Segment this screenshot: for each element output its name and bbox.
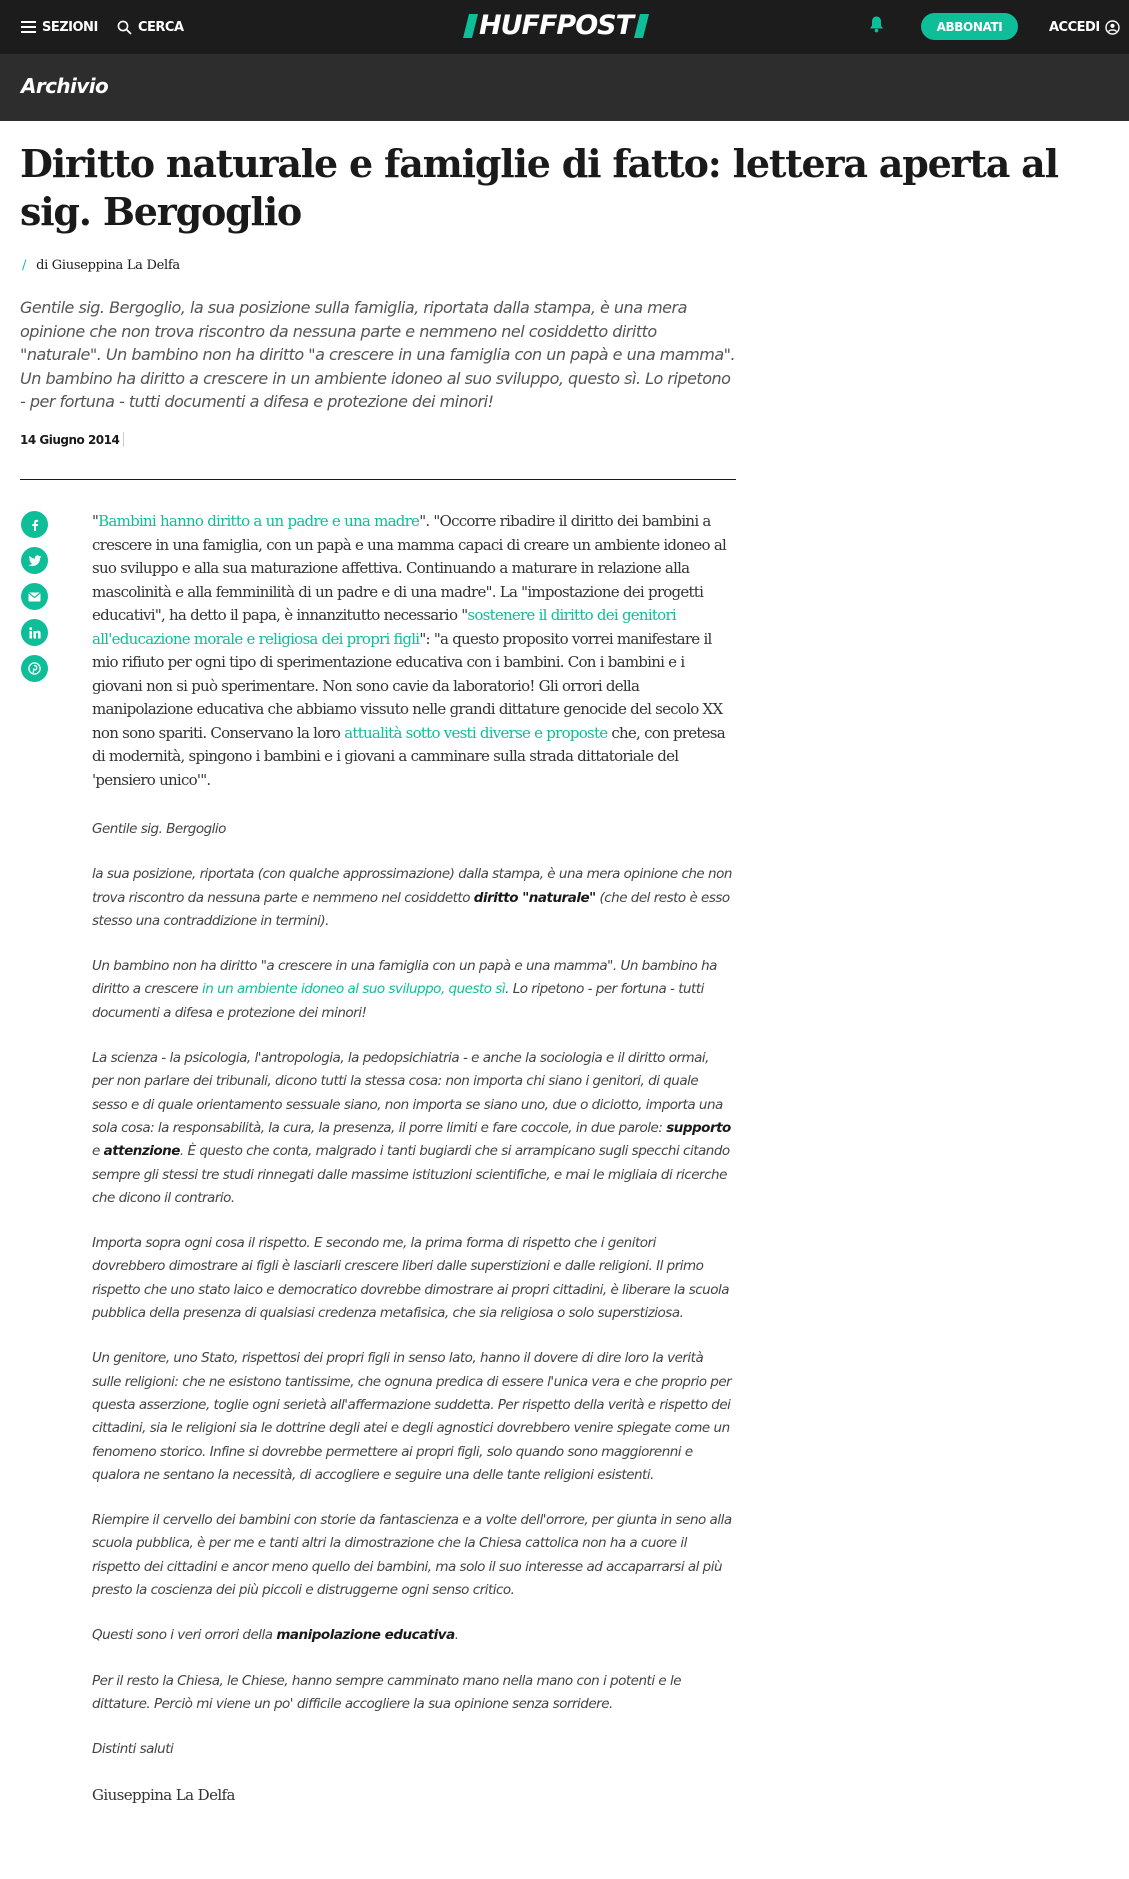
bell-icon (869, 15, 884, 33)
section-bar (0, 54, 1129, 121)
article-subtitle: Gentile sig. Bergoglio, la sua posizione sulla famiglia, riportata dalla stampa, è una mera opinione che non trova riscontro da nessuna parte e nemmeno nel cosiddetto diritto "naturale". Un bambino non ha diritto "a crescere in una famiglia con un papà e una mamma". Un bambino ha diritto a crescere in un ambiente idoneo al suo sviluppo, questo sì. Lo ripetono - per fortuna - tutti documenti a difesa e protezione dei minori! (20, 298, 736, 411)
share-email-button[interactable] (21, 583, 48, 610)
body-text: Un bambino non ha diritto "a crescere in una famiglia con un papà e una mamma". Un bambino ha diritto a crescere (92, 958, 717, 998)
body-paragraph: Un genitore, uno Stato, rispettosi dei propri figli in senso lato, hanno il dovere di dire loro la verità sulle religioni: che ne esistono tantissime, che ognuna predica di essere l'unica vera e che proprio per questa asserzione, toglie ogni serietà all'affermazione suddetta. Per rispetto della verità e rispetto dei cittadini, sia le religioni sia le dottrine degli atei e degli agnostici dovrebbero venire spiegate come un fenomeno storico. Infine si dovrebbe permettere ai propri figli, solo quando sono maggiorenni e qualora ne sentano la necessità, di accogliere e seguire una delle tante religioni esistenti. (92, 1350, 732, 1483)
share-linkedin-button[interactable] (21, 619, 48, 646)
closing: Distinti saluti (92, 1741, 174, 1758)
search-icon (117, 20, 132, 35)
section-archivio-link[interactable]: Archivio (21, 74, 109, 98)
body-paragraph (92, 1047, 732, 1210)
publish-date: 14 Giugno 2014 (20, 433, 120, 447)
sections-label: SEZIONI (42, 19, 98, 35)
logo-bar-right (634, 14, 649, 38)
quote-link-1[interactable]: Bambini hanno diritto a un padre e una madre (98, 512, 420, 530)
login-label: ACCEDI (1049, 19, 1100, 35)
body-paragraph (92, 863, 732, 933)
body-paragraph: Importa sopra ogni cosa il rispetto. E secondo me, la prima forma di rispetto che i genitori dovrebbero dimostrare ai figli è lasciarli crescere liberi dalle superstizioni e dalle religioni. Il primo rispetto che uno stato laico e democratico dovrebbe dimostrare ai propri cittadini, è liberare la scuola pubblica della presenza di qualsiasi credenza metafisica, che sia religiosa o solo superstiziosa. (92, 1235, 730, 1322)
body-paragraph (92, 1624, 732, 1647)
login-button[interactable] (1049, 0, 1120, 54)
pinterest-icon (28, 662, 41, 675)
body-text: che, con pretesa di modernità, spingono i bambini e i giovani a camminare sulla strada dittatoriale del 'pensiero unico'". (92, 723, 725, 789)
body-text: . (454, 1627, 459, 1644)
author-link[interactable]: di Giuseppina La Delfa (36, 258, 180, 273)
hamburger-icon (21, 18, 36, 36)
article-title: Diritto naturale e famiglie di fatto: lettera aperta al sig. Bergoglio (20, 141, 1058, 234)
header-divider (20, 479, 736, 480)
body-text: . È questo che conta, malgrado i tanti bugiardi che si arrampicano sugli specchi citando sempre gli stessi tre studi rinnegati dalle massime istituzioni scientifiche, e mai le migliaia di ricerche che dicono il contrario. (92, 1143, 730, 1206)
body-paragraph: Per il resto la Chiesa, le Chiese, hanno sempre camminato mano nella mano con i potenti e le dittature. Perciò mi viene un po' difficile accogliere la sua opinione senza sorridere. (92, 1672, 682, 1712)
twitter-icon (28, 555, 42, 567)
facebook-icon (29, 519, 41, 531)
date-separator (123, 432, 124, 447)
body-paragraph: Riempire il cervello dei bambini con storie da fantascienza e a volte dell'orrore, per giunta in seno alla scuola pubblica, è per me e tanti altri la dimostrazione che la Chiesa cattolica non ha a cuore il rispetto dei cittadini e ancor meno quello dei bambini, ma solo il suo interesse ad accaparrarsi al più presto la coscienza dei più piccoli e distruggerne ogni senso critico. (92, 1512, 732, 1599)
bold-text: manipolazione educativa (276, 1627, 455, 1644)
sections-menu-button[interactable] (21, 0, 98, 54)
huffpost-logo[interactable] (466, 10, 646, 41)
user-icon (1105, 20, 1120, 35)
body-text: . Lo ripetono - per fortuna - tutti documenti a difesa e protezione dei minori! (92, 981, 704, 1021)
body-text: Questi sono i veri orrori della (92, 1627, 277, 1644)
body-text: ": "a questo proposito vorrei manifestare il mio rifiuto per ogni tipo di sperimentazione educativa con i bambini. Con i bambini e i giovani non si può sperimentare. Non sono cavie da laboratorio! Gli orrori della manipolazione educativa che abbiamo vissuto nelle grandi dittature genocide del secolo XX non sono spariti. Conservano la loro (92, 629, 723, 742)
notifications-bell-button[interactable] (869, 15, 884, 38)
body-paragraph-quote (92, 510, 732, 792)
byline (22, 258, 180, 273)
share-facebook-button[interactable] (21, 511, 48, 538)
article-body (92, 510, 732, 1807)
linkedin-icon (29, 627, 41, 639)
body-text: " (92, 512, 99, 530)
quote-link-3[interactable]: attualità sotto vesti diverse e proposte (344, 723, 608, 742)
top-nav-bar (0, 0, 1129, 54)
email-icon (28, 592, 41, 602)
bold-text: diritto "naturale" (473, 889, 596, 906)
signature: Giuseppina La Delfa (92, 1785, 235, 1804)
inline-link[interactable]: in un ambiente idoneo al suo sviluppo, questo sì (202, 981, 506, 998)
greeting: Gentile sig. Bergoglio (92, 821, 226, 837)
subscribe-button[interactable]: ABBONATI (921, 13, 1018, 40)
body-text: e (92, 1143, 104, 1160)
body-text: la sua posizione, riportata (con qualche approssimazione) dalla stampa, è una mera opinione che non trova riscontro da nessuna parte e nemmeno nel cosiddetto (92, 866, 732, 906)
bold-text: supporto (666, 1119, 731, 1136)
body-text: (che del resto è esso stesso una contraddizione in termini). (92, 889, 730, 929)
share-pinterest-button[interactable] (21, 655, 48, 682)
byline-slash: / (22, 258, 27, 273)
logo-bar-left (463, 14, 478, 38)
body-text: La scienza - la psicologia, l'antropologia, la pedopsichiatria - e anche la sociologia e il diritto ormai, per non parlare dei tribunali, dicono tutti la stessa cosa: non importa chi siano i genitori, di quale sesso e di quale orientamento sessuale siano, non importa se siano uno, due o diciotto, importa una sola cosa: la responsabilità, la cura, la presenza, il porre limiti e fare coccole, in due parole: (92, 1050, 723, 1136)
body-text: ". "Occorre ribadire il diritto dei bambini a crescere in una famiglia, con un papà e una mamma capaci di creare un ambiente idoneo al suo sviluppo e alla sua maturazione affettiva. Continuando a maturare in relazione alla mascolinità e alla femminilità di un padre e di una madre". La "impostazione dei progetti educativi", ha detto il papa, è innanzitutto necessario " (92, 512, 727, 624)
body-paragraph (92, 955, 732, 1025)
quote-link-2[interactable]: sostenere il diritto dei genitori all'educazione morale e religiosa dei propri figli (92, 606, 676, 648)
share-twitter-button[interactable] (21, 547, 48, 574)
logo-text: HUFFPOST (479, 10, 634, 41)
bold-text: attenzione (103, 1143, 180, 1160)
search-label: CERCA (138, 19, 184, 35)
search-button[interactable] (117, 0, 184, 54)
